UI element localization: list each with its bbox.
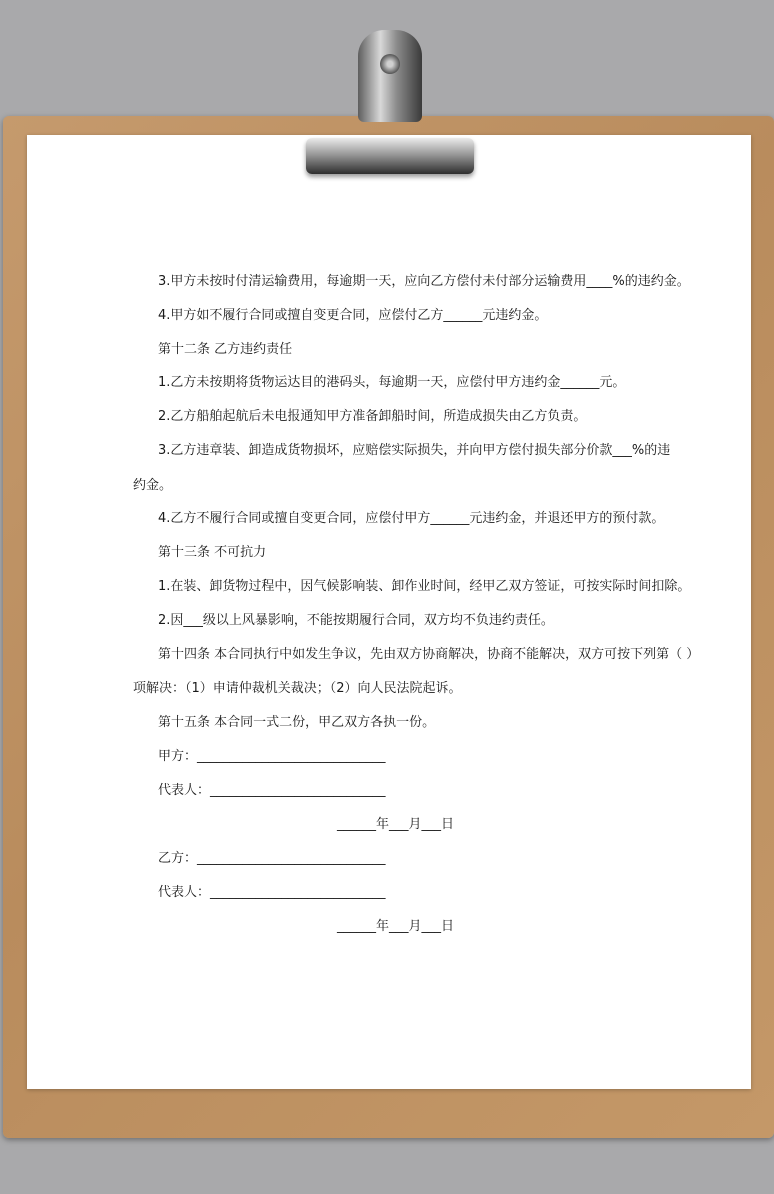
doc-line-3: 1.乙方未按期将货物运达目的港码头，每逾期一天，应偿付甲方违约金______元。 bbox=[158, 375, 626, 390]
section-heading-15: 第十五条 本合同一式二份，甲乙双方各执一份。 bbox=[158, 715, 436, 730]
party-b-date: ______年___月___日 bbox=[337, 919, 455, 934]
doc-line-4: 2.乙方船舶起航后未电报通知甲方准备卸船时间，所造成损失由乙方负责。 bbox=[158, 409, 587, 424]
section-heading-13: 第十三条 不可抗力 bbox=[158, 545, 267, 560]
doc-line-6: 4.乙方不履行合同或擅自变更合同，应偿付甲方______元违约金，并退还甲方的预付款。 bbox=[158, 511, 665, 526]
doc-line-7: 1.在装、卸货物过程中，因气候影响装、卸作业时间，经甲乙双方签证，可按实际时间扣除。 bbox=[158, 579, 691, 594]
section-heading-12: 第十二条 乙方违约责任 bbox=[158, 342, 293, 357]
doc-line-5: 3.乙方违章装、卸造成货物损坏，应赔偿实际损失，并向甲方偿付损失部分价款___%的违 bbox=[158, 443, 671, 458]
clip-lever bbox=[358, 30, 422, 122]
doc-line-5-cont: 约金。 bbox=[133, 478, 173, 493]
party-b-field: 乙方：_____________________________ bbox=[158, 851, 386, 866]
party-a-representative-field: 代表人：___________________________ bbox=[158, 783, 386, 798]
doc-line-9: 项解决：（1）申请仲裁机关裁决；（2）向人民法院起诉。 bbox=[133, 681, 462, 696]
clip-rivet bbox=[380, 54, 400, 74]
doc-line-8: 2.因___级以上风暴影响，不能按期履行合同，双方均不负违约责任。 bbox=[158, 613, 554, 628]
doc-line-2: 4.甲方如不履行合同或擅自变更合同，应偿付乙方______元违约金。 bbox=[158, 308, 548, 323]
party-a-field: 甲方：_____________________________ bbox=[158, 749, 386, 764]
party-b-representative-field: 代表人：___________________________ bbox=[158, 885, 386, 900]
clip-base bbox=[306, 138, 474, 174]
party-a-date: ______年___月___日 bbox=[337, 817, 455, 832]
section-heading-14: 第十四条 本合同执行中如发生争议，先由双方协商解决，协商不能解决，双方可按下列第（ ） bbox=[158, 647, 700, 662]
doc-line-1: 3.甲方未按时付清运输费用，每逾期一天，应向乙方偿付未付部分运输费用____%的违约金。 bbox=[158, 274, 690, 289]
